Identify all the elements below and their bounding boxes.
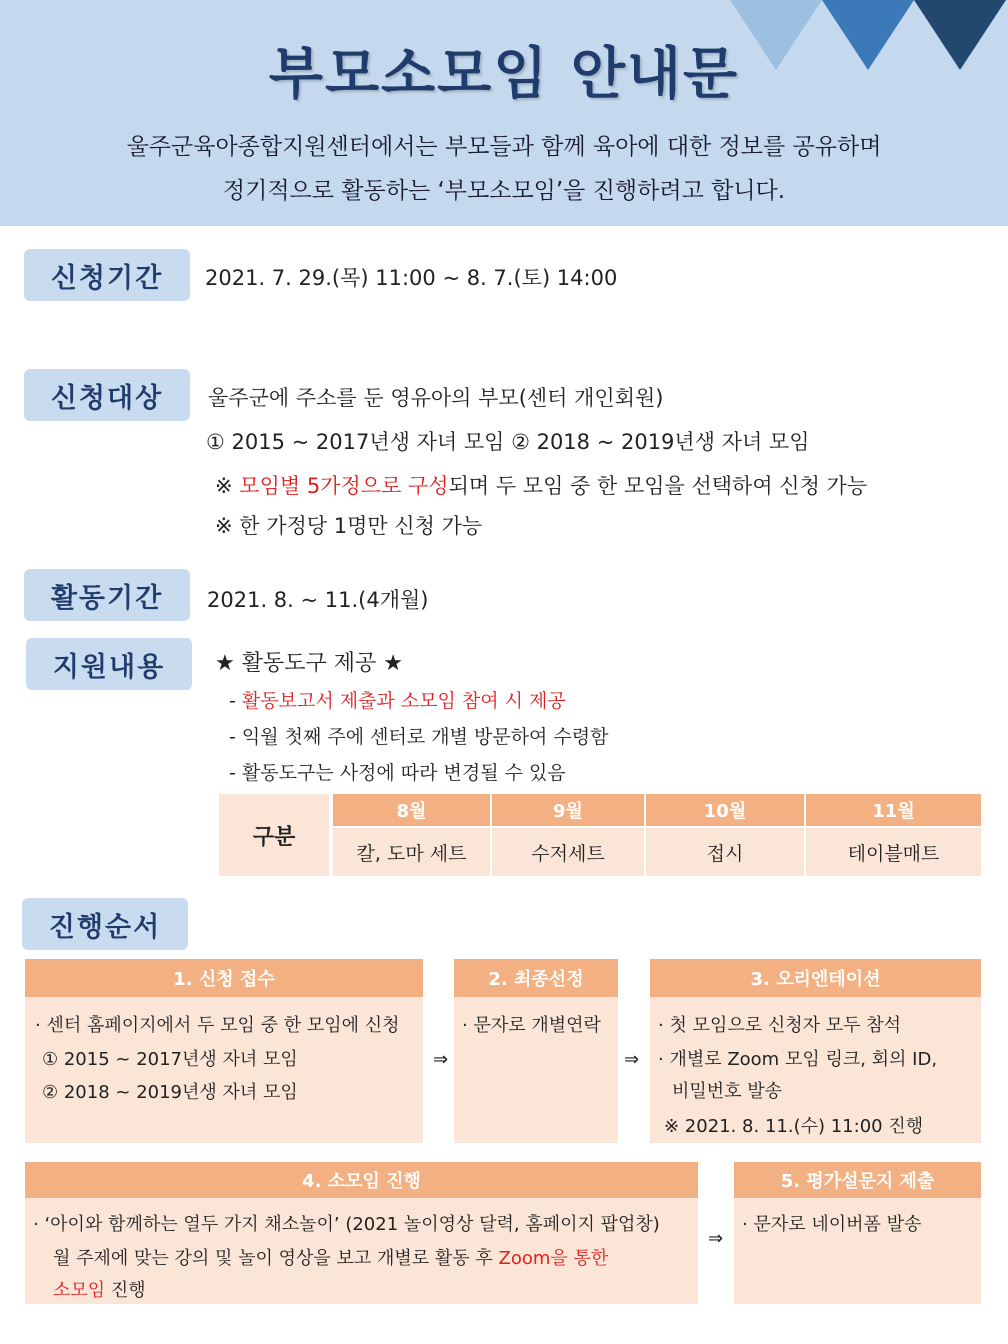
step-4-line-3: [53, 1276, 146, 1302]
support-item-1-text: 활동보고서 제출과 소모임 참여 시 제공: [241, 690, 566, 712]
support-item-2: - 익월 첫째 주에 센터로 개별 방문하여 수령함: [229, 726, 609, 748]
target-note-1-highlight: 모임별 5가정으로 구성: [239, 474, 449, 498]
section-label-support: 지원내용: [26, 638, 192, 690]
section-label-activity: 활동기간: [24, 569, 190, 621]
table-cell-item: 테이블매트: [806, 828, 981, 876]
process-step-1: [25, 959, 423, 1143]
step-5-title: 5. 평가설문지 제출: [734, 1162, 981, 1198]
table-header-month: 10월: [646, 794, 804, 826]
step-4-line-1: · ‘아이와 함께하는 열두 가지 채소놀이’ (2021 놀이영상 달력, 홈페이지 팝업창): [33, 1214, 660, 1235]
step-3-title: 3. 오리엔테이션: [650, 959, 981, 997]
step-1-title: 1. 신청 접수: [25, 959, 423, 997]
step-1-line-3: ② 2018 ~ 2019년생 자녀 모임: [42, 1082, 298, 1103]
support-item-1: [229, 686, 566, 713]
table-corner-label: 구분: [219, 794, 329, 876]
step-1-line-2: ① 2015 ~ 2017년생 자녀 모임: [42, 1049, 298, 1070]
step-4-line-3-text: 진행: [105, 1280, 146, 1301]
intro-line-2: 정기적으로 활동하는 ‘부모소모임’을 진행하려고 합니다.: [222, 178, 786, 204]
table-header-month: 11월: [806, 794, 981, 826]
intro-line-1: 울주군육아종합지원센터에서는 부모들과 함께 육아에 대한 정보를 공유하며: [126, 134, 882, 160]
target-line-2: ① 2015 ~ 2017년생 자녀 모임 ② 2018 ~ 2019년생 자녀 모임: [206, 430, 810, 454]
header-banner: [0, 0, 1008, 226]
step-4-line-3-highlight: 소모임: [53, 1280, 106, 1301]
step-2-line-1: · 문자로 개별연락: [462, 1015, 601, 1036]
step-4-line-2-highlight: Zoom을 통한: [498, 1248, 609, 1269]
step-3-line-3: 비밀번호 발송: [672, 1081, 783, 1102]
step-1-line-1: · 센터 홈페이지에서 두 모임 중 한 모임에 신청: [35, 1015, 400, 1036]
process-step-5: [734, 1162, 981, 1304]
step-4-title: 4. 소모임 진행: [25, 1162, 698, 1198]
step-5-line-1: · 문자로 네이버폼 발송: [742, 1214, 922, 1235]
table-cell-item: 칼, 도마 세트: [333, 828, 490, 876]
step-4-line-2: [53, 1244, 608, 1270]
support-item-1-dash: -: [229, 690, 242, 712]
process-step-3: [650, 959, 981, 1143]
target-note-1-rest: 되며 두 모임 중 한 모임을 선택하여 신청 가능: [448, 474, 868, 498]
table-header-month: 9월: [492, 794, 644, 826]
support-item-3: - 활동도구는 사정에 따라 변경될 수 있음: [229, 762, 566, 784]
table-header-month: 8월: [333, 794, 490, 826]
arrow-right-icon: ⇒: [433, 1049, 449, 1070]
target-line-1: 울주군에 주소를 둔 영유아의 부모(센터 개인회원): [208, 386, 664, 410]
target-note-2: ※ 한 가정당 1명만 신청 가능: [215, 514, 483, 538]
activity-text: 2021. 8. ~ 11.(4개월): [207, 588, 429, 612]
step-3-line-2: · 개별로 Zoom 모임 링크, 회의 ID,: [658, 1049, 938, 1070]
period-text: 2021. 7. 29.(목) 11:00 ~ 8. 7.(토) 14:00: [205, 266, 618, 290]
section-label-target: 신청대상: [24, 369, 190, 421]
process-step-2: [454, 959, 618, 1143]
support-table: [219, 794, 981, 876]
arrow-right-icon: ⇒: [624, 1049, 640, 1070]
target-note-1-prefix: ※: [215, 474, 240, 498]
table-cell-item: 수저세트: [492, 828, 644, 876]
table-cell-item: 접시: [646, 828, 804, 876]
arrow-right-icon: ⇒: [708, 1228, 724, 1249]
process-step-4: [25, 1162, 698, 1304]
section-label-process: 진행순서: [22, 898, 188, 950]
step-3-line-1: · 첫 모임으로 신청자 모두 참석: [658, 1015, 901, 1036]
section-label-period: 신청기간: [24, 249, 190, 301]
step-4-line-2-text: 월 주제에 맞는 강의 및 놀이 영상을 보고 개별로 활동 후: [53, 1248, 499, 1269]
support-heading: ★ 활동도구 제공 ★: [215, 651, 403, 676]
step-3-line-4: ※ 2021. 8. 11.(수) 11:00 진행: [664, 1116, 924, 1137]
target-note-1: [215, 470, 867, 500]
step-2-title: 2. 최종선정: [454, 959, 618, 997]
page-title: 부모소모임 안내문: [268, 42, 740, 107]
